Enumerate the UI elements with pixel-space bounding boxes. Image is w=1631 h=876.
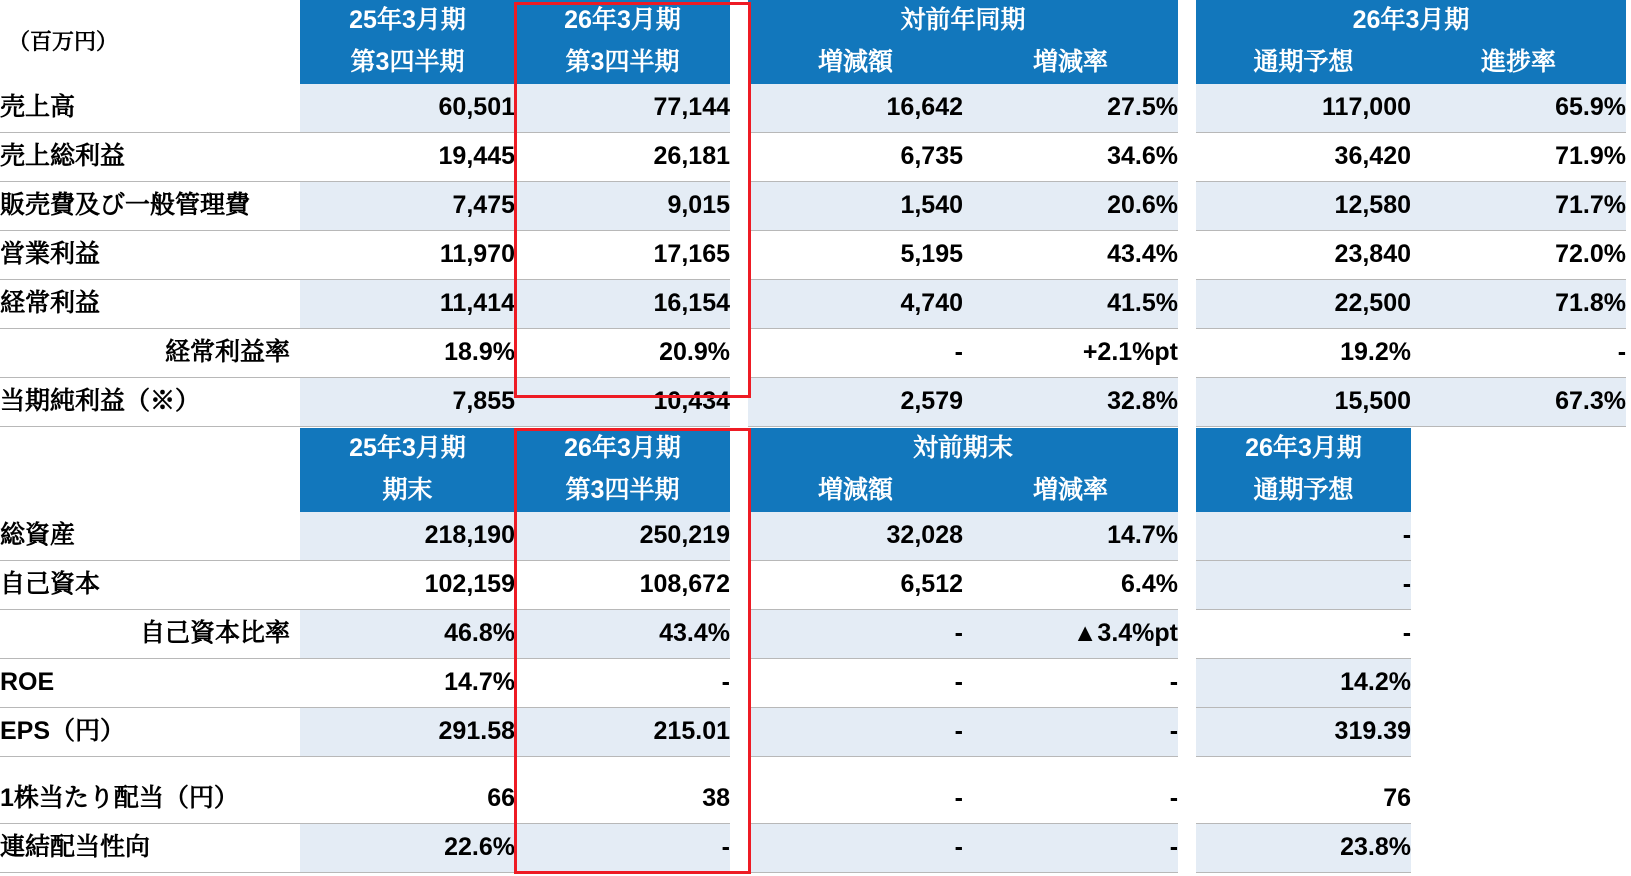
gap-cell xyxy=(730,610,748,659)
cell-curr: 20.9% xyxy=(515,329,730,378)
th-fy-group: 26年3月期 xyxy=(1196,0,1626,42)
cell-yoy-amount: - xyxy=(748,775,963,824)
cell-prev: 22.6% xyxy=(300,824,515,873)
cell-prev: 291.58 xyxy=(300,708,515,757)
row-label: 自己資本 xyxy=(0,561,300,610)
blank-corner xyxy=(0,428,300,512)
th2-prev-fy-line2: 期末 xyxy=(300,470,515,512)
cell-yoy-amount: - xyxy=(748,708,963,757)
gap-cell xyxy=(1178,84,1196,133)
cell-progress: 71.7% xyxy=(1411,182,1626,231)
cell-forecast: 19.2% xyxy=(1196,329,1411,378)
table-row xyxy=(0,512,1626,561)
th-fy-forecast: 通期予想 xyxy=(1196,42,1411,84)
gap-cell xyxy=(730,280,748,329)
cell-forecast: - xyxy=(1196,512,1411,561)
cell-forecast: 15,500 xyxy=(1196,378,1411,427)
cell-prev: 19,445 xyxy=(300,133,515,182)
th-fy-progress: 進捗率 xyxy=(1411,42,1626,84)
th2-curr-q3-line2: 第3四半期 xyxy=(515,470,730,512)
cell-yoy-rate: 32.8% xyxy=(963,378,1178,427)
cell-curr: 16,154 xyxy=(515,280,730,329)
th2-yoy-amount: 増減額 xyxy=(748,470,963,512)
cell-forecast: 76 xyxy=(1196,775,1411,824)
th-prev-q3-line1: 25年3月期 xyxy=(300,0,515,42)
cell-yoy-amount: 4,740 xyxy=(748,280,963,329)
cell-yoy-rate: 34.6% xyxy=(963,133,1178,182)
cell-forecast: 36,420 xyxy=(1196,133,1411,182)
th2-prev-fy-line1: 25年3月期 xyxy=(300,428,515,470)
cell-yoy-rate: - xyxy=(963,775,1178,824)
row-label: 営業利益 xyxy=(0,231,300,280)
cell-prev: 66 xyxy=(300,775,515,824)
gap-cell xyxy=(1178,231,1196,280)
gap-cell xyxy=(1178,775,1196,824)
header-row-1 xyxy=(0,0,1626,42)
cell-yoy-rate: 43.4% xyxy=(963,231,1178,280)
gap-cell xyxy=(730,133,748,182)
th2-fy-group: 26年3月期 xyxy=(1196,428,1411,470)
row-label: 売上高 xyxy=(0,84,300,133)
blank-cell xyxy=(1411,775,1626,824)
blank-cell xyxy=(1411,561,1626,610)
cell-forecast: 14.2% xyxy=(1196,659,1411,708)
table-row xyxy=(0,659,1626,708)
cell-curr: 43.4% xyxy=(515,610,730,659)
cell-forecast: 12,580 xyxy=(1196,182,1411,231)
cell-yoy-rate: 14.7% xyxy=(963,512,1178,561)
gap-cell xyxy=(730,512,748,561)
th-yoy-amount: 増減額 xyxy=(748,42,963,84)
gap-cell xyxy=(1178,133,1196,182)
table-row xyxy=(0,708,1626,757)
cell-curr: 9,015 xyxy=(515,182,730,231)
cell-progress: 71.8% xyxy=(1411,280,1626,329)
cell-curr: 77,144 xyxy=(515,84,730,133)
table-row xyxy=(0,824,1626,873)
gap-cell xyxy=(1178,280,1196,329)
th2-fy-forecast: 通期予想 xyxy=(1196,470,1411,512)
gap-1 xyxy=(730,0,748,84)
cell-forecast: - xyxy=(1196,610,1411,659)
row-label: 自己資本比率 xyxy=(0,610,300,659)
cell-yoy-rate: 41.5% xyxy=(963,280,1178,329)
cell-progress: 72.0% xyxy=(1411,231,1626,280)
cell-progress: 65.9% xyxy=(1411,84,1626,133)
table-row xyxy=(0,775,1626,824)
gap-1 xyxy=(730,428,748,512)
table-row xyxy=(0,84,1626,133)
blank-cell xyxy=(1411,659,1626,708)
cell-yoy-rate: - xyxy=(963,824,1178,873)
table-row xyxy=(0,133,1626,182)
cell-progress: 71.9% xyxy=(1411,133,1626,182)
blank-right xyxy=(1411,428,1626,512)
blank-cell xyxy=(1411,824,1626,873)
th2-curr-q3-line1: 26年3月期 xyxy=(515,428,730,470)
row-label: ROE xyxy=(0,659,300,708)
cell-yoy-amount: - xyxy=(748,659,963,708)
row-label: 連結配当性向 xyxy=(0,824,300,873)
blank-cell xyxy=(1411,512,1626,561)
cell-yoy-amount: 2,579 xyxy=(748,378,963,427)
cell-yoy-rate: +2.1%pt xyxy=(963,329,1178,378)
cell-curr: 108,672 xyxy=(515,561,730,610)
gap-cell xyxy=(730,84,748,133)
cell-curr: 215.01 xyxy=(515,708,730,757)
gap-cell xyxy=(730,182,748,231)
cell-forecast: 117,000 xyxy=(1196,84,1411,133)
cell-progress: 67.3% xyxy=(1411,378,1626,427)
gap-cell xyxy=(730,659,748,708)
blank-cell xyxy=(1411,610,1626,659)
row-label: 経常利益 xyxy=(0,280,300,329)
cell-yoy-rate: - xyxy=(963,659,1178,708)
row-spacer xyxy=(0,757,1626,776)
cell-forecast: - xyxy=(1196,561,1411,610)
cell-forecast: 23.8% xyxy=(1196,824,1411,873)
gap-2 xyxy=(1178,428,1196,512)
th-yoy-group: 対前年同期 xyxy=(748,0,1178,42)
balance-sheet-table xyxy=(0,428,1626,873)
row-label: EPS（円） xyxy=(0,708,300,757)
cell-yoy-rate: - xyxy=(963,708,1178,757)
th-yoy-rate: 増減率 xyxy=(963,42,1178,84)
row-label: 総資産 xyxy=(0,512,300,561)
th-curr-q3-line2: 第3四半期 xyxy=(515,42,730,84)
balance-sheet-table-wrap xyxy=(0,428,1626,873)
unit-label: （百万円） xyxy=(8,28,119,54)
cell-curr: 26,181 xyxy=(515,133,730,182)
cell-curr: 250,219 xyxy=(515,512,730,561)
cell-yoy-amount: - xyxy=(748,824,963,873)
row-label: 販売費及び一般管理費 xyxy=(0,182,300,231)
gap-cell xyxy=(1178,182,1196,231)
cell-yoy-rate: 6.4% xyxy=(963,561,1178,610)
cell-prev: 46.8% xyxy=(300,610,515,659)
spacer-block xyxy=(0,757,1626,776)
row-label: 1株当たり配当（円） xyxy=(0,775,300,824)
cell-prev: 18.9% xyxy=(300,329,515,378)
gap-cell xyxy=(730,775,748,824)
gap-cell xyxy=(1178,378,1196,427)
cell-prev: 60,501 xyxy=(300,84,515,133)
gap-cell xyxy=(1178,329,1196,378)
cell-curr: 10,434 xyxy=(515,378,730,427)
gap-cell xyxy=(730,708,748,757)
th-prev-q3-line2: 第3四半期 xyxy=(300,42,515,84)
cell-prev: 102,159 xyxy=(300,561,515,610)
gap-cell xyxy=(730,231,748,280)
th2-yoy-rate: 増減率 xyxy=(963,470,1178,512)
th-curr-q3-line1: 26年3月期 xyxy=(515,0,730,42)
gap-cell xyxy=(730,824,748,873)
gap-cell xyxy=(1178,824,1196,873)
income-statement-table xyxy=(0,0,1626,427)
table-row xyxy=(0,561,1626,610)
gap-cell xyxy=(1178,512,1196,561)
gap-cell xyxy=(1178,610,1196,659)
gap-2 xyxy=(1178,0,1196,84)
blank-cell xyxy=(1411,708,1626,757)
cell-yoy-amount: 5,195 xyxy=(748,231,963,280)
header-row-1 xyxy=(0,428,1626,470)
cell-yoy-amount: 32,028 xyxy=(748,512,963,561)
unit-cell xyxy=(0,0,300,84)
gap-cell xyxy=(1178,708,1196,757)
cell-curr: - xyxy=(515,659,730,708)
cell-forecast: 319.39 xyxy=(1196,708,1411,757)
cell-prev: 218,190 xyxy=(300,512,515,561)
gap-cell xyxy=(730,561,748,610)
gap-cell xyxy=(730,378,748,427)
cell-prev: 11,414 xyxy=(300,280,515,329)
cell-curr: 17,165 xyxy=(515,231,730,280)
gap-cell xyxy=(1178,561,1196,610)
cell-prev: 11,970 xyxy=(300,231,515,280)
cell-forecast: 22,500 xyxy=(1196,280,1411,329)
cell-forecast: 23,840 xyxy=(1196,231,1411,280)
cell-yoy-rate: 20.6% xyxy=(963,182,1178,231)
cell-curr: - xyxy=(515,824,730,873)
cell-yoy-amount: 6,735 xyxy=(748,133,963,182)
cell-yoy-rate: 27.5% xyxy=(963,84,1178,133)
table-row xyxy=(0,610,1626,659)
row-label: 経常利益率 xyxy=(0,329,300,378)
cell-prev: 14.7% xyxy=(300,659,515,708)
th2-yoy-group: 対前期末 xyxy=(748,428,1178,470)
cell-yoy-rate: ▲3.4%pt xyxy=(963,610,1178,659)
cell-progress: - xyxy=(1411,329,1626,378)
gap-cell xyxy=(1178,659,1196,708)
cell-yoy-amount: - xyxy=(748,329,963,378)
table-row xyxy=(0,329,1626,378)
table-row xyxy=(0,378,1626,427)
table-row xyxy=(0,182,1626,231)
table-row xyxy=(0,231,1626,280)
gap-cell xyxy=(730,329,748,378)
row-label: 売上総利益 xyxy=(0,133,300,182)
cell-prev: 7,855 xyxy=(300,378,515,427)
cell-yoy-amount: 1,540 xyxy=(748,182,963,231)
cell-curr: 38 xyxy=(515,775,730,824)
cell-yoy-amount: 6,512 xyxy=(748,561,963,610)
cell-prev: 7,475 xyxy=(300,182,515,231)
row-label: 当期純利益（※） xyxy=(0,378,300,427)
cell-yoy-amount: - xyxy=(748,610,963,659)
table-row xyxy=(0,280,1626,329)
cell-yoy-amount: 16,642 xyxy=(748,84,963,133)
